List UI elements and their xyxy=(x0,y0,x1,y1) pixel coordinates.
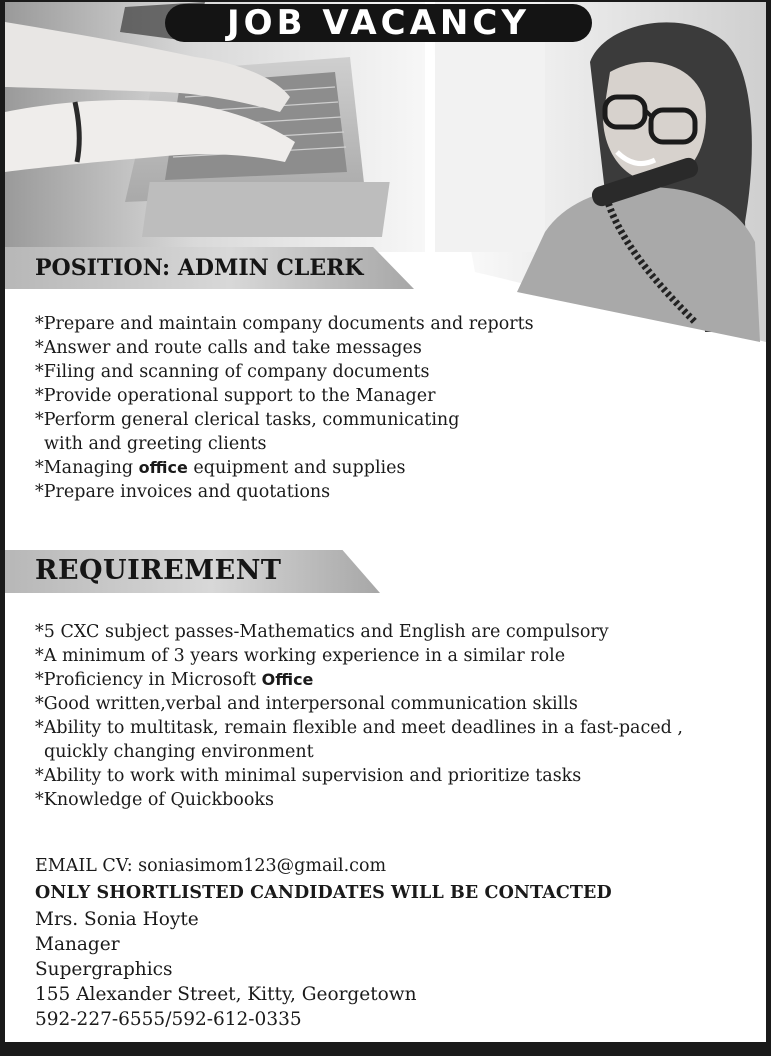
contact-role: Manager xyxy=(35,934,120,955)
requirement-item xyxy=(35,668,683,692)
company-name: Supergraphics xyxy=(35,959,173,980)
duty-item xyxy=(35,456,534,480)
address: 155 Alexander Street, Kitty, Georgetown xyxy=(35,984,417,1005)
requirement-item-text: *Proficiency in Microsoft xyxy=(35,670,262,690)
requirement-item: *Ability to work with minimal supervision and prioritize tasks xyxy=(35,766,582,786)
hero-photo xyxy=(5,2,766,347)
email-line: EMAIL CV: soniasimom123@gmail.com xyxy=(35,856,387,876)
requirement-item: *5 CXC subject passes-Mathematics and English are compulsory xyxy=(35,622,609,642)
duty-item: *Filing and scanning of company documents xyxy=(35,362,430,382)
requirement-item: *Good written,verbal and interpersonal communication skills xyxy=(35,694,578,714)
duty-item-emphasis: office xyxy=(138,458,188,477)
duty-item: *Answer and route calls and take messages xyxy=(35,338,422,358)
duty-item-text: equipment and supplies xyxy=(187,458,406,478)
shortlist-notice: ONLY SHORTLISTED CANDIDATES WILL BE CONTACTED xyxy=(35,883,612,903)
requirement-item: *Ability to multitask, remain flexible and meet deadlines in a fast-paced , xyxy=(35,718,683,738)
requirements-list xyxy=(35,620,683,812)
duty-item-continuation: with and greeting clients xyxy=(44,434,267,454)
duty-item: *Prepare and maintain company documents and reports xyxy=(35,314,534,334)
requirement-item-continuation: quickly changing environment xyxy=(44,742,314,762)
position-heading: POSITION: ADMIN CLERK xyxy=(35,255,364,281)
duty-item-text: *Managing xyxy=(35,458,139,478)
requirement-item: *A minimum of 3 years working experience in a similar role xyxy=(35,646,566,666)
duty-item: *Prepare invoices and quotations xyxy=(35,482,331,502)
requirement-item: *Knowledge of Quickbooks xyxy=(35,790,274,810)
phone-numbers: 592-227-6555/592-612-0335 xyxy=(35,1009,302,1030)
requirement-heading: REQUIREMENT xyxy=(35,555,282,586)
page-title: JOB VACANCY xyxy=(165,4,592,42)
duty-item: *Perform general clerical tasks, communicating xyxy=(35,410,460,430)
requirement-item-emphasis: Office xyxy=(261,670,314,689)
hero-photo-illustration xyxy=(5,2,766,347)
contact-name: Mrs. Sonia Hoyte xyxy=(35,909,199,930)
duty-item: *Provide operational support to the Manager xyxy=(35,386,436,406)
duties-list xyxy=(35,312,534,504)
contact-block xyxy=(35,854,612,1032)
